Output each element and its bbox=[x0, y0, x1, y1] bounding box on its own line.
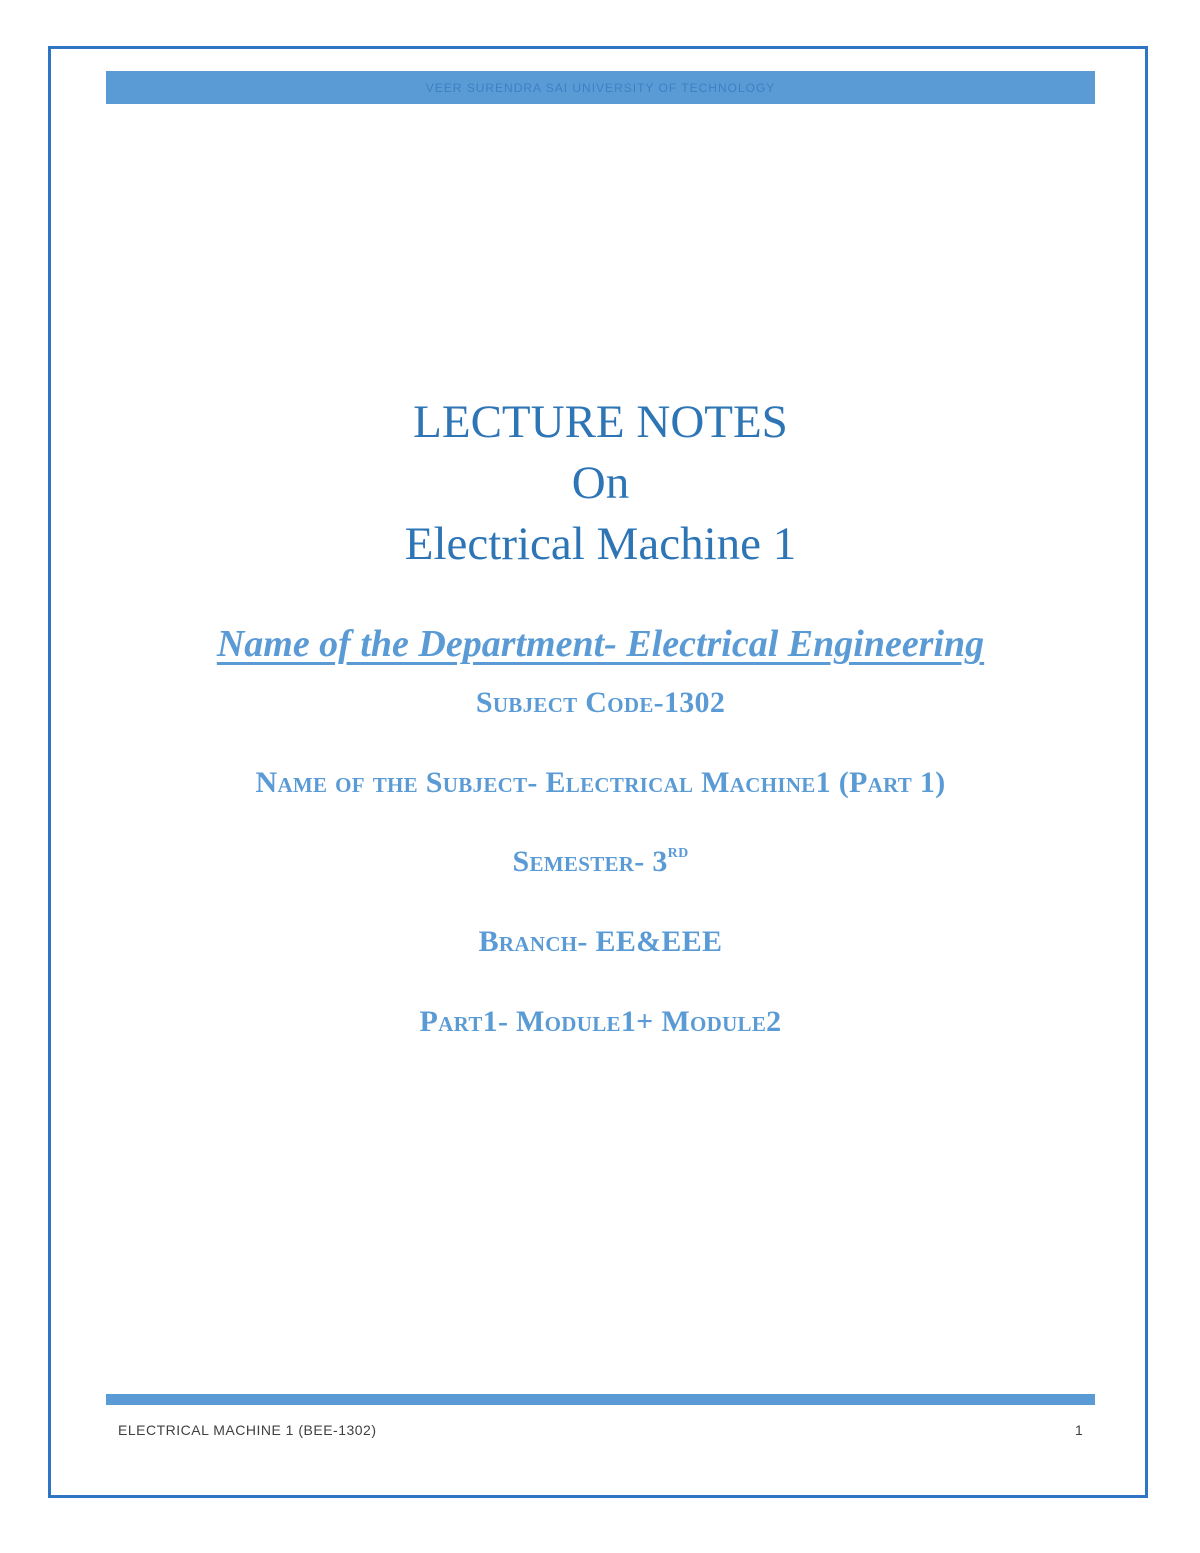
department-name: Name of the Department- Electrical Engineering bbox=[216, 623, 985, 665]
semester-suffix: RD bbox=[667, 846, 689, 861]
header-university-name: VEER SURENDRA SAI UNIVERSITY OF TECHNOLOGY bbox=[425, 80, 776, 95]
part-modules: Part1- Module1+ Module2 bbox=[419, 1005, 782, 1038]
footer-band bbox=[106, 1394, 1095, 1405]
semester-text: Semester- 3 bbox=[512, 845, 668, 878]
branch: Branch- EE&EEE bbox=[478, 925, 723, 958]
title-block bbox=[106, 392, 1095, 575]
page-number: 1 bbox=[1075, 1422, 1083, 1438]
subject-name: Name of the Subject- Electrical Machine1 (Part 1) bbox=[255, 766, 946, 799]
title-on: On bbox=[571, 457, 630, 509]
subject-code: Subject Code-1302 bbox=[475, 686, 726, 719]
header-band bbox=[106, 71, 1095, 104]
semester bbox=[106, 845, 1095, 879]
title-lecture-notes: LECTURE NOTES bbox=[413, 396, 788, 448]
footer-course: ELECTRICAL MACHINE 1 (BEE-1302) bbox=[118, 1422, 377, 1438]
title-subject: Electrical Machine 1 bbox=[404, 518, 797, 570]
